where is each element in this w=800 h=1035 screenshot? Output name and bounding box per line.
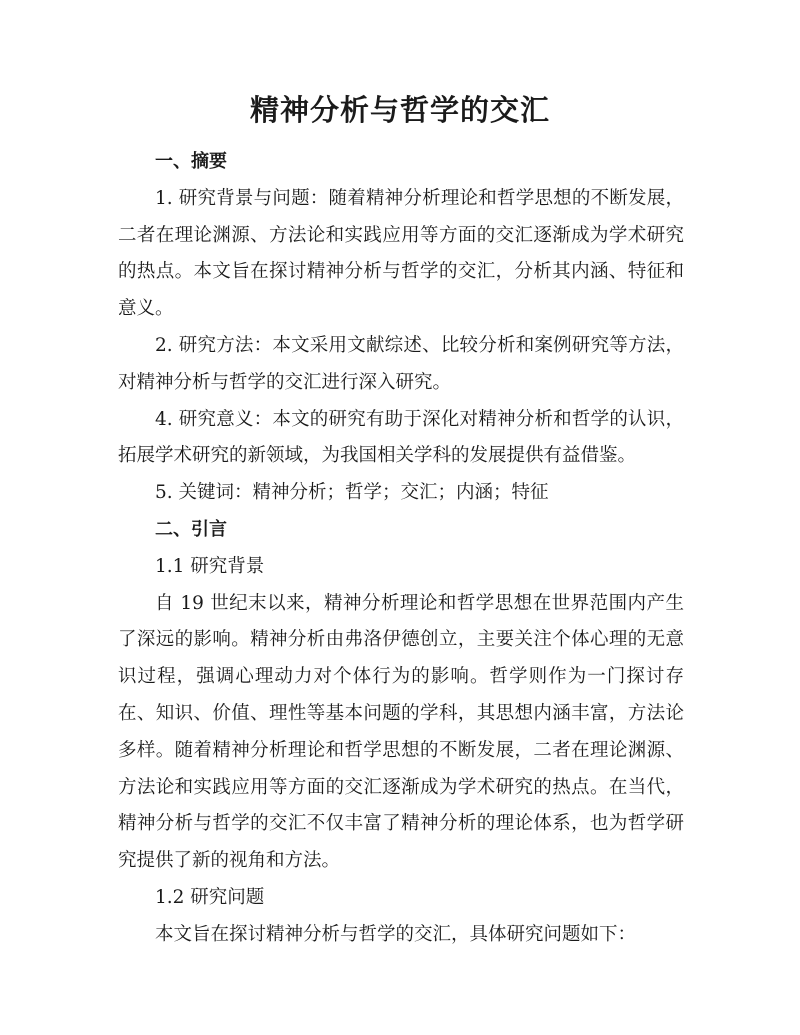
- abstract-item-keywords: 5. 关键词：精神分析；哲学；交汇；内涵；特征: [155, 482, 549, 504]
- abstract-item-significance: 4. 研究意义：本文的研究有助于深化对精神分析和哲学的认识，拓展学术研究的新领域，为我国相关学科的发展提供有益借鉴。: [118, 408, 684, 467]
- abstract-item-background: 1. 研究背景与问题：随着精神分析理论和哲学思想的不断发展，二者在理论渊源、方法论和实践应用等方面的交汇逐渐成为学术研究的热点。本文旨在探讨精神分析与哲学的交汇，分析其内涵、特征和意义。: [118, 187, 684, 320]
- background-paragraph: 自 19 世纪末以来，精神分析理论和哲学思想在世界范围内产生了深远的影响。精神分析由弗洛伊德创立，主要关注个体心理的无意识过程，强调心理动力对个体行为的影响。哲学则作为一门探讨存在、知识、价值、理性等基本问题的学科，其思想内涵丰富，方法论多样。随着精神分析理论和哲学思想的不断发展，二者在理论渊源、方法论和实践应用等方面的交汇逐渐成为学术研究的热点。在当代，精神分析与哲学的交汇不仅丰富了精神分析的理论体系，也为哲学研究提供了新的视角和方法。: [118, 592, 684, 872]
- document-title: 精神分析与哲学的交汇: [249, 93, 550, 127]
- abstract-heading: 一、摘要: [155, 151, 227, 172]
- subsection-heading-background: 1.1 研究背景: [155, 555, 265, 577]
- intro-heading: 二、引言: [155, 518, 227, 540]
- subsection-heading-questions: 1.2 研究问题: [155, 886, 265, 908]
- abstract-item-method: 2. 研究方法：本文采用文献综述、比较分析和案例研究等方法，对精神分析与哲学的交汇进行深入研究。: [118, 334, 684, 393]
- document-body: [118, 144, 684, 954]
- questions-paragraph: 本文旨在探讨精神分析与哲学的交汇，具体研究问题如下：: [155, 923, 637, 945]
